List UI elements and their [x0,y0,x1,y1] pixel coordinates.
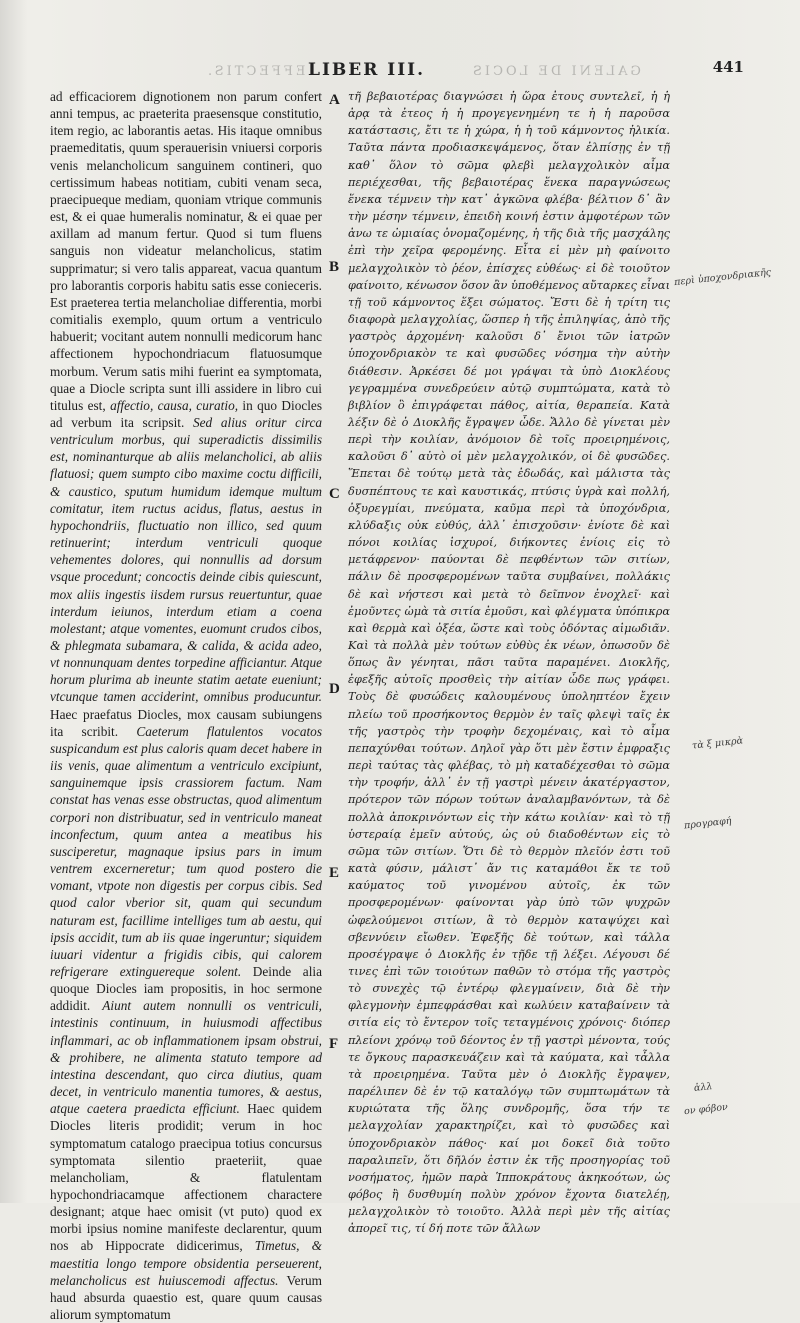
latin-text: in quo Diocles ad verbum ita scripsit. [50,397,323,430]
page-header [50,56,750,86]
page-number: 441 [712,58,744,76]
latin-quotation: Aiunt autem nonnulli os ventriculi, intestinis continuum, in huiusmodi affectibus inflammari, ac ob inflammationem ipsam obstrui, & prohibere, ne alimenta statuto tempore ad intestina descendant, quo circa diutius, quam decet, in ventriculo manentia tumores, & aestus, atque caetera praedicta efficiunt. [50,998,322,1117]
bleed-through-text-right: GALENI DE LOCIS [470,64,641,79]
latin-column [50,88,323,1323]
latin-quotation: Sed alius oritur circa ventriculum morbus, qui superadictis dissimilis est, nominanturque ab aliis melancholici, ab aliis flatuosi; quem sumpto cibo maxime coctu difficili, & caustico, sputum humidum idemque multum comitatur, item ructus acidus, flatus, aestus in hypochondriis, fluctuatio non illico, sed quum retinuerint; interdum ventriculi quoque vehementes dolores, qui nonnullis ad dorsum vsque procedunt; concoctis deinde cibis quiescunt, mox aliis ingestis iisdem rursus reuertuntur, quae interdum ieiunos, interdum etiam a coena molestant; atque vomentes, euomunt crudos cibos, & phlegmata subamara, & calida, & acida adeo, vt nonnunquam dentes torpedine afficiantur. Atque horum plurima ab ineunte statim aetate eueniunt; vtcunque tamen acciderint, omnibus producuntur. [50,414,322,705]
latin-text: Verum haud absurda quaestio est, quare quum causas aliorum symptomatum [50,1272,322,1323]
section-letter-e: E [329,865,340,881]
latin-italic-title: affectio, causa, curatio, [110,397,239,413]
latin-text: Haec quidem Diocles literis prodidit; verum in hoc symptomatum catalogo praecipua totius concursus symptomata silentio praeteriit, quae melancholiam, & flatulentam hypochondriacamque affectionem charactere designant; atque haec omisit (vt puto) quod ex morbi ipsius nomine manifeste declarentur, quum nos ab Hippocrate didicerimus, [50,1101,322,1254]
margin-note: ον φόβον [683,1101,729,1118]
section-letter-b: B [329,259,340,275]
greek-paragraph: τῆ βεβαιοτέρας διαγνώσει ἡ ὥρα ἐτους συντελεῖ, ἡ ἡ ἀρᾳ τὰ ἐτεος ἡ ἡ προγεγενημένη τε ἡ ἡ παροῦσα κατάστασις, ἔτι τε ἡ χώρα, ἡ ἡ τοῦ κάμνοντος ἡλικία. Ταῦτα πάντα προδιασκεψάμενος, ὅταν ἐλπίσῃς ἐν τῇ καθ᾽ ὅλον τὸ σῶμα φλεβὶ μελαγχολικὸν αἷμα περιέχεσθαι, τῆς βεβαιοτέρας ἕνεκα παραγνώσεως ἕνεκα τέμνειν τὴν κατ᾽ ἀγκῶνα φλέβα· βέλτιον δ᾽ ἂν τὴν μέσην τέμνειν, ἐπειδὴ κοινή ἐστιν ἀμφοτέρων τῶν ἀνω τε ὠμιαίας ὀνομαζομένης, ἡ τῆς διὰ τῆς μασχάλης ἐπὶ τὴν χεῖρα φερομένης. Εἶτα εἰ μὲν μὴ φαίνοιτο μελαγχολικὸν τὸ ῥέον, ἐπίσχες εὐθέως· εἰ δὲ τοιοῦτον φαίνοιτο, κένωσον ὅσον ἂν ὑποθέμενος αὔταρκες εἶναι τῇ τοῦ κάμνοντος ἕξει σώματος. Ἔστι δὲ ἡ τρίτη τις διαφορὰ μελαγχολίας, ὥσπερ ἡ τῆς ἐπιληψίας, ἀπὸ τῆς γαστρὸς ἀρχομένη· καλοῦσι δ᾽ ἔνιοι τῶν ἰατρῶν ὑποχονδριακὸν τε καὶ φυσῶδες νόσημα τὴν αὐτὴν διάθεσιν. Ἀρκέσει δέ μοι γράψαι τὰ ὑπὸ Διοκλέους γεγραμμένα συνεδρεύειν αὐτῷ συμπτώματα, κατὰ τὸ βιβλίον ὃ ἐπιγράφεται πάθος, αἰτία, θεραπεία. Κατὰ λέξιν δὲ ὁ Διοκλῆς ἔγραψεν ὧδε. Ἄλλο δὲ γίνεται μὲν περὶ τὴν κοιλίαν, ἀνόμοιον δὲ τοῖς προειρημένοις, καλοῦσι δ᾽ αὐτὸ οἱ μὲν μελαγχολικόν, οἱ δὲ φυσῶδες. Ἕπεται δὲ τούτῳ μετὰ τὰς ἐδωδάς, καὶ μάλιστα τὰς δυσπέπτους τε καὶ καυστικάς, πτύσις ὑγρὰ καὶ πολλή, ὀξυρεγμίαι, πνεύματα, καῦμα περὶ τὰ ὑποχόνδρια, κλύδαξις οὐκ εὐθύς, ἀλλ᾽ ἐπισχοῦσιν· ἐνίοτε δὲ καὶ πόνοι κοιλίας ἰσχυροί, διήκοντες ἐνίοις εἰς τὸ μετάφρενον· παύονται δὲ πεφθέντων τῶν σιτίων, πάλιν δὲ προσφερομένων ταῦτα συμβαίνει, πολλάκις δὲ καὶ νήστεσι καὶ μετὰ τὸ δεῖπνον ἐνοχλεῖ· καὶ ἐμοῦντες ὠμὰ τὰ σιτία ἐμοῦσι, καὶ φλέγματα ὑπόπικρα καὶ θερμὰ καὶ ὀξέα, ὥστε καὶ τοὺς ὀδόντας αἱμωδιᾶν. Καὶ τὰ πολλὰ μὲν τούτων εὐθὺς ἐκ νέων, ὁπωσοῦν δὲ ὅπως ἂν γένηται, πᾶσι ταῦτα παραμένει. Διοκλῆς, ἐφεξῆς αὐτοῖς προσθεὶς τὴν αἰτίαν ὧδε πως γράφει. Τοὺς δὲ φυσώδεις καλουμένους ὑποληπτέον ἔχειν πλείω τοῦ προσήκοντος θερμὸν ἐν ταῖς φλεψὶ ταῖς ἐκ τῆς γαστρὸς τὴν τροφὴν δεχομέναις, καὶ τὸ αἷμα πεπαχύνθαι τούτων. Δηλοῖ γὰρ ὅτι μὲν ἔστιν ἐμφραξις περὶ ταύτας τὰς φλέβας, τὸ μὴ καταδέχεσθαι τὸ σῶμα τὴν τροφήν, ἀλλ᾽ ἐν τῇ γαστρὶ μένειν ἀκατέργαστον, πρότερον τῶν πόρων τούτων ἀναλαμβανόντων, τὰ δὲ πολλὰ ἀποκρινόντων εἰς τὴν κάτω κοιλίαν· καὶ τὸ τῇ ὑστεραίᾳ ἐμεῖν αὐτούς, ὡς οὐ διαδοθέντων εἰς τὸ σῶμα τῶν σιτίων. Ὅτι δὲ τὸ θερμὸν πλεῖόν ἐστι τοῦ κατὰ φύσιν, μάλιστ᾽ ἄν τις καταμάθοι ἔκ τε τοῦ καύματος τοῦ γινομένου αὐτοῖς, ἐκ τῶν προσφερομένων· φαίνονται γὰρ ὑπὸ τῶν ψυχρῶν ὠφελούμενοι σιτίων, ἃ τὸ θερμὸν καταψύχει καὶ σβεννύειν εἴωθεν. Ἐφεξῆς δὲ τούτων, καὶ τάλλα προσέγραψε ὁ Διοκλῆς ἐν τῇδε τῇ λέξει. Λέγουσι δέ τινες ἐπὶ τῶν τοιούτων παθῶν τὸ στόμα τῆς γαστρὸς τὸ συνεχὲς τῷ ἐντέρῳ φλεγμαίνειν, διὰ δὲ τὴν φλεγμονὴν ἐμπεφράσθαι καὶ κωλύειν καταβαίνειν τὰ σιτία εἰς τὸ ἔντερον τοῖς τεταγμένοις χρόνοις· διόπερ πλείονι χρόνῳ τοῦ δέοντος ἐν τῇ γαστρὶ μένοντα, τούς τε ὄγκους παρασκευάζειν καὶ τὰ καύματα, καὶ τἆλλα τὰ προειρημένα. Ταῦτα μὲν ὁ Διοκλῆς ἔγραψεν, παρέλιπεν δὲ ἐν τῷ καταλόγῳ τῶν συμπτωμάτων τὰ κυριώτατα τῆς ὅλης συνδρομῆς, ὅσα τήν τε μελαγχολίαν χαρακτηρίζει, καὶ τὸ φυσῶδες καὶ ὑποχονδριακὸν πάθος· καί μοι δοκεῖ διὰ τοῦτο παραλιπεῖν, ὅτι δῆλόν ἐστιν ἐκ τῆς προσηγορίας τοῦ νοσήματος, ἡμῶν παρὰ Ἱπποκράτους ἀκηκοότων, ὡς φόβος ἢ δυσθυμίη πολὺν χρόνον ἔχοντα διατελέῃ, μελαγχολικὸν τὸ τοιοῦτο. Ἀλλὰ περὶ μὲν τῆς αἰτίας ἀπορεῖ τις, τί δή ποτε τῶν ἄλλων [348,90,670,1236]
section-letters [329,88,343,1188]
greek-column [348,88,670,1236]
margin-note: προγραφή [683,815,733,832]
latin-paragraph [50,88,322,1323]
latin-text: ad efficaciorem dignotionem non parum confert anni tempus, ac praeterita praesensque constitutio, item regio, ac laborantis aetas. His itaque omnibus praemeditatis, quum sperauerisin vniuersi corporis venis melancholicum sanguinem contineri, quo certissimum habeas notitiam, cubiti venam seca, praecipueque mediam, quoniam vtrique communis est, & ei quae humeralis nominatur, & ei quae per axillam ad manum fertur. Quod si tum fluens sanguis non videatur melancholicus, statim supprimatur; si vero talis appareat, vacua quantum pro laborantis corporis habitu satis esse conieceris. Est praeterea tertia melancholiae differentia, morbi comitialis exemplo, quum ortum a ventriculo habuerit; vocitant autem nonnulli medicorum hanc affectionem hypochondriacum flatuosumque morbum. Verum satis mihi fuerint ea symptomata, quae a Diocle scripta sunt illi assidere in libro cui titulus est, [50,89,322,413]
section-letter-f: F [329,1036,339,1052]
bleed-through-text-left: EFFECTIS. [205,64,306,79]
section-letter-a: A [329,92,340,108]
running-title: LIBER III. [308,60,426,80]
latin-text: Haec praefatus Diocles, mox causam subiungens ita scribit. [50,706,322,739]
latin-quotation: Caeterum flatulentos vocatos suspicandum est plus caloris quam decet habere in iis venis, quae alimentum a ventriculo excipiunt, sanguinemque ipsis crassiorem factum. Nam constat has venas esse obstructas, quod alimentum corpori non distribuatur, sed in ventriculo maneat inconfectum, quum antea a meatibus his susciperetur, magnaque ipsius pars in imum ventrem excerneretur; tum quod postero die vomant, vtpote non digestis per corpus cibis. Sed quod calor vberior sit, quam qui secundum naturam est, facillime intelliges tum ab aestu, qui ipsis accidit, tum ab iis quae ingeruntur; siquidem iuuari videntur a frigidis cibis, qui calorem refrigerare extinguereque solent. [50,723,322,979]
section-letter-c: C [329,486,340,502]
margin-note: τὰ ξ μικρὰ [691,735,744,752]
latin-text: Deinde alia quoque Diocles iam propositis, in hoc sermone addidit. [50,963,322,1014]
section-letter-d: D [329,681,340,697]
margin-note: περὶ ὑποχονδριακῆς [673,266,772,289]
latin-quotation: Timetus, & maestitia longo tempore obsidentia perseuerent, melancholicus est huiuscemodi affectus. [50,1238,322,1288]
page-fold-shadow [0,0,28,1203]
margin-note: ἀλλ [693,1081,713,1094]
